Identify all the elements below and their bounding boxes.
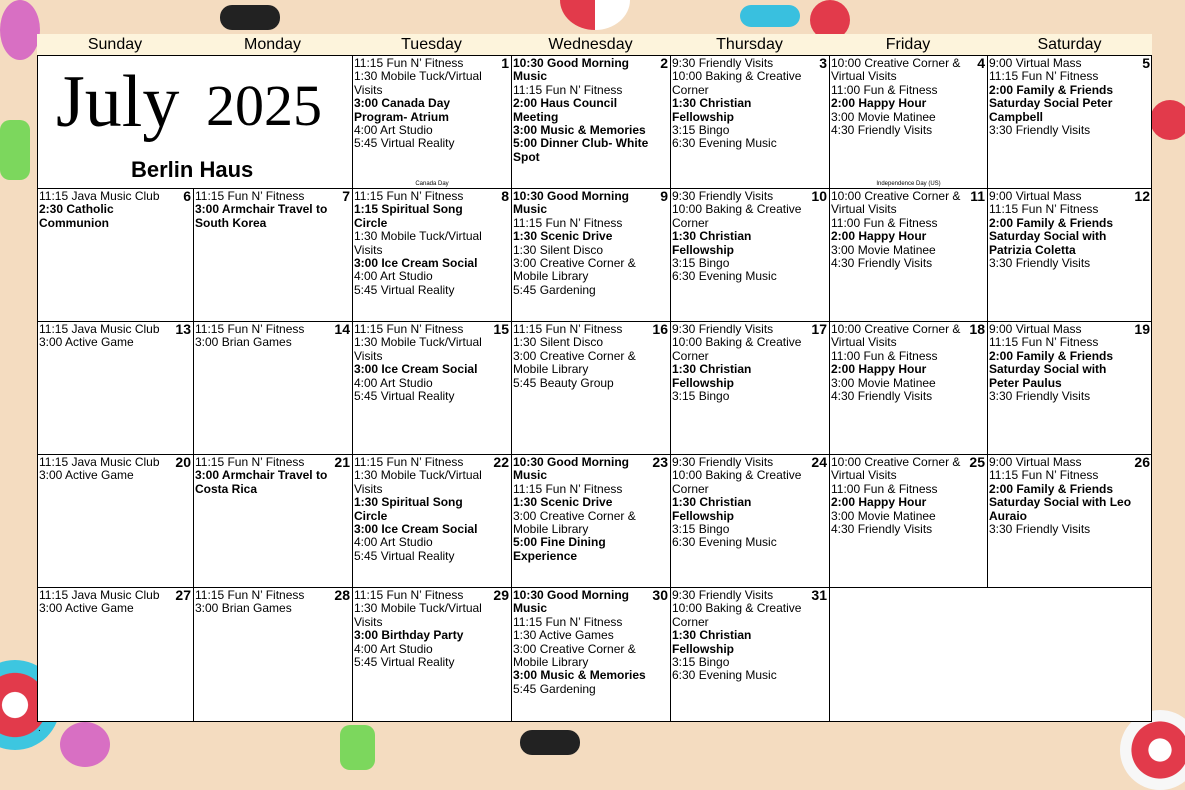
event-item: 3:00 Ice Cream Social xyxy=(354,256,478,271)
day-number: 24 xyxy=(811,454,827,470)
event-item: 1:30 Christian Fellowship xyxy=(672,362,752,390)
event-item: 3:00 Canada Day Program- Atrium xyxy=(354,96,451,124)
event-item: 10:00 Baking & Creative Corner xyxy=(672,468,802,496)
event-item: 11:15 Java Music Club xyxy=(39,588,160,602)
event-item: 3:30 Friendly Visits xyxy=(989,522,1091,537)
event-item: 1:30 Christian Fellowship xyxy=(672,96,752,124)
day-number: 12 xyxy=(1134,188,1150,204)
day-number: 11 xyxy=(970,188,985,204)
event-item: 3:00 Active Game xyxy=(39,601,134,616)
event-item: 3:00 Birthday Party xyxy=(354,628,464,643)
event-item: 3:00 Creative Corner & Mobile Library xyxy=(513,508,636,537)
decor-flipflop xyxy=(0,0,40,60)
day-number: 18 xyxy=(969,321,985,337)
event-item: 3:00 Armchair Travel to Costa Rica xyxy=(195,468,328,496)
footer-mark: . xyxy=(38,723,41,734)
event-item: 5:00 Dinner Club- White Spot xyxy=(513,136,649,164)
event-item: 6:30 Evening Music xyxy=(672,136,777,151)
event-item: 3:00 Movie Matinee xyxy=(831,242,936,257)
event-item: 11:15 Fun N’ Fitness xyxy=(989,335,1099,350)
event-item: 11:15 Fun N’ Fitness xyxy=(354,588,464,602)
event-item: 3:30 Friendly Visits xyxy=(989,256,1091,271)
event-item: 10:30 Good Morning Music xyxy=(513,455,630,483)
day-number: 27 xyxy=(175,587,191,603)
event-item: 5:45 Gardening xyxy=(513,282,596,297)
event-item: 11:15 Fun N’ Fitness xyxy=(195,588,305,602)
day-cell xyxy=(511,454,670,587)
day-number: 28 xyxy=(334,587,350,603)
event-item: 1:30 Active Games xyxy=(513,628,614,643)
event-item: 3:15 Bingo xyxy=(672,655,730,670)
event-item: 10:00 Baking & Creative Corner xyxy=(672,601,802,629)
event-item: 3:00 Armchair Travel to South Korea xyxy=(195,202,328,230)
day-number: 10 xyxy=(811,188,827,204)
event-item: 4:00 Art Studio xyxy=(354,375,433,390)
day-number: 25 xyxy=(969,454,985,470)
event-item: 10:00 Creative Corner & Virtual Visits xyxy=(831,455,961,483)
day-cell xyxy=(829,454,987,587)
day-number: 20 xyxy=(175,454,191,470)
event-item: 5:45 Beauty Group xyxy=(513,375,614,390)
event-item: 2:00 Haus Council Meeting xyxy=(513,96,618,124)
event-item: 4:00 Art Studio xyxy=(354,641,433,656)
event-item: 3:00 Movie Matinee xyxy=(831,508,936,523)
event-item: 9:00 Virtual Mass xyxy=(989,322,1082,336)
event-item: 5:45 Virtual Reality xyxy=(354,655,455,670)
event-item: 10:30 Good Morning Music xyxy=(513,56,630,84)
day-number: 7 xyxy=(342,188,350,204)
event-item: 9:00 Virtual Mass xyxy=(989,189,1082,203)
home-name: Berlin Haus xyxy=(131,157,254,182)
event-item: 11:15 Fun N’ Fitness xyxy=(354,56,464,70)
day-cell xyxy=(829,55,987,188)
event-item: 4:00 Art Studio xyxy=(354,535,433,550)
weekday-header-saturday: Saturday xyxy=(987,34,1152,55)
event-item: 11:15 Fun N’ Fitness xyxy=(195,455,305,469)
event-item: 3:00 Music & Memories xyxy=(513,123,646,138)
day-number: 2 xyxy=(660,55,668,71)
day-number: 31 xyxy=(811,587,827,603)
event-item: 2:00 Happy Hour xyxy=(831,362,927,377)
event-item: 11:00 Fun & Fitness xyxy=(831,82,938,97)
event-item: 3:00 Active Game xyxy=(39,468,134,483)
decor-sunglasses xyxy=(520,730,580,755)
event-item: 9:30 Friendly Visits xyxy=(672,189,774,203)
event-item: 1:30 Christian Fellowship xyxy=(672,229,752,257)
day-cell xyxy=(670,55,829,188)
day-cell xyxy=(37,587,193,722)
day-number: 17 xyxy=(811,321,827,337)
day-cell xyxy=(352,321,511,454)
event-item: 1:30 Spiritual Song Circle xyxy=(354,495,463,523)
event-item: 9:00 Virtual Mass xyxy=(989,56,1082,70)
event-item: 11:15 Fun N’ Fitness xyxy=(513,481,623,496)
event-item: 11:00 Fun & Fitness xyxy=(831,215,938,230)
event-item: 3:15 Bingo xyxy=(672,123,730,138)
day-cell xyxy=(193,587,352,722)
decor-popsicle xyxy=(0,120,30,180)
event-item: 3:00 Brian Games xyxy=(195,601,292,616)
calendar-title-block xyxy=(37,55,352,188)
event-item: 3:00 Movie Matinee xyxy=(831,375,936,390)
event-item: 10:00 Creative Corner & Virtual Visits xyxy=(831,56,961,84)
event-item: 11:15 Fun N’ Fitness xyxy=(513,614,623,629)
event-item: 3:00 Creative Corner & Mobile Library xyxy=(513,256,636,284)
event-item: 11:15 Fun N’ Fitness xyxy=(354,322,464,336)
event-item: 1:30 Scenic Drive xyxy=(513,229,613,244)
day-cell xyxy=(987,188,1152,321)
day-number: 13 xyxy=(175,321,191,337)
event-item: 2:00 Happy Hour xyxy=(831,229,927,244)
decor-popsicle xyxy=(340,725,375,770)
day-cell xyxy=(987,55,1152,188)
weekday-header-monday: Monday xyxy=(193,34,352,55)
day-number: 29 xyxy=(493,587,509,603)
day-number: 23 xyxy=(652,454,668,470)
day-cell xyxy=(829,188,987,321)
event-item: 3:00 Movie Matinee xyxy=(831,109,936,124)
event-item: 3:15 Bingo xyxy=(672,522,730,537)
event-item: 1:30 Mobile Tuck/Virtual Visits xyxy=(354,468,482,496)
event-item: 1:30 Mobile Tuck/Virtual Visits xyxy=(354,601,482,629)
weekday-header-wednesday: Wednesday xyxy=(511,34,670,55)
day-cell xyxy=(193,321,352,454)
day-number: 6 xyxy=(183,188,191,204)
day-cell xyxy=(829,321,987,454)
event-item: 2:00 Happy Hour xyxy=(831,495,927,510)
event-item: 11:15 Fun N’ Fitness xyxy=(989,202,1099,217)
day-number: 21 xyxy=(334,454,350,470)
holiday-note: Independence Day (US) xyxy=(876,181,941,187)
day-number: 16 xyxy=(652,321,668,337)
day-number: 19 xyxy=(1134,321,1150,337)
day-number: 8 xyxy=(501,188,509,204)
event-item: 2:00 Family & Friends Saturday Social with Patrizia Coletta xyxy=(989,215,1114,257)
event-item: 11:15 Fun N’ Fitness xyxy=(513,82,623,97)
event-item: 2:30 Catholic Communion xyxy=(39,202,114,230)
event-item: 6:30 Evening Music xyxy=(672,535,777,550)
event-item: 2:00 Family & Friends Saturday Social with Peter Paulus xyxy=(989,348,1114,390)
day-cell xyxy=(987,454,1152,587)
event-item: 9:30 Friendly Visits xyxy=(672,322,774,336)
event-item: 10:30 Good Morning Music xyxy=(513,189,630,217)
holiday-note: Canada Day xyxy=(415,181,449,187)
event-item: 11:00 Fun & Fitness xyxy=(831,348,938,363)
day-number: 15 xyxy=(493,321,509,337)
event-item: 3:00 Creative Corner & Mobile Library xyxy=(513,348,636,377)
event-item: 1:15 Spiritual Song Circle xyxy=(354,202,463,230)
day-number: 22 xyxy=(493,454,509,470)
event-item: 1:30 Silent Disco xyxy=(513,242,604,257)
event-item: 6:30 Evening Music xyxy=(672,269,777,284)
event-item: 5:45 Virtual Reality xyxy=(354,548,455,563)
day-number: 4 xyxy=(977,55,985,71)
decor-sunglasses xyxy=(740,5,800,27)
event-item: 11:15 Fun N’ Fitness xyxy=(989,468,1099,483)
event-item: 1:30 Scenic Drive xyxy=(513,495,613,510)
day-number: 14 xyxy=(334,321,350,337)
event-item: 5:45 Virtual Reality xyxy=(354,282,455,297)
event-item: 11:15 Fun N’ Fitness xyxy=(195,322,305,336)
event-item: 11:15 Fun N’ Fitness xyxy=(513,322,623,336)
event-item: 2:00 Family & Friends Saturday Social with Leo Auraio xyxy=(989,481,1132,523)
event-item: 10:00 Baking & Creative Corner xyxy=(672,69,802,97)
day-cell xyxy=(511,321,670,454)
event-item: 3:00 Music & Memories xyxy=(513,668,646,683)
event-item: 11:15 Fun N’ Fitness xyxy=(354,455,464,469)
weekday-header-sunday: Sunday xyxy=(37,34,193,55)
day-cell xyxy=(352,55,511,188)
event-item: 4:30 Friendly Visits xyxy=(831,123,933,138)
weekday-header-thursday: Thursday xyxy=(670,34,829,55)
event-item: 3:00 Brian Games xyxy=(195,335,292,350)
event-item: 3:00 Ice Cream Social xyxy=(354,362,478,377)
day-number: 5 xyxy=(1142,55,1150,71)
day-cell xyxy=(670,188,829,321)
decor-sunglasses xyxy=(1150,100,1185,140)
event-item: 11:15 Fun N’ Fitness xyxy=(513,215,623,230)
day-number: 1 xyxy=(501,55,509,71)
event-item: 11:15 Java Music Club xyxy=(39,455,160,469)
event-item: 3:00 Ice Cream Social xyxy=(354,522,478,537)
event-item: 11:15 Fun N’ Fitness xyxy=(354,189,464,203)
event-item: 3:15 Bingo xyxy=(672,256,730,271)
day-cell xyxy=(352,587,511,722)
event-item: 2:00 Family & Friends Saturday Social Peter Campbell xyxy=(989,82,1114,124)
event-item: 4:00 Art Studio xyxy=(354,269,433,284)
day-cell xyxy=(511,55,670,188)
event-item: 11:15 Fun N’ Fitness xyxy=(195,189,305,203)
event-item: 3:30 Friendly Visits xyxy=(989,389,1091,404)
decor-beach-ball xyxy=(1120,710,1185,790)
day-cell xyxy=(511,188,670,321)
event-item: 10:00 Baking & Creative Corner xyxy=(672,202,802,230)
event-item: 1:30 Silent Disco xyxy=(513,335,604,350)
event-item: 3:00 Creative Corner & Mobile Library xyxy=(513,641,636,670)
day-cell xyxy=(37,454,193,587)
event-item: 11:15 Java Music Club xyxy=(39,322,160,336)
event-item: 11:15 Fun N’ Fitness xyxy=(989,69,1099,84)
event-item: 5:45 Virtual Reality xyxy=(354,389,455,404)
event-item: 3:15 Bingo xyxy=(672,389,730,404)
event-item: 10:00 Creative Corner & Virtual Visits xyxy=(831,189,961,217)
event-item: 4:30 Friendly Visits xyxy=(831,389,933,404)
day-cell xyxy=(670,454,829,587)
day-number: 26 xyxy=(1134,454,1150,470)
day-number: 9 xyxy=(660,188,668,204)
event-item: 9:30 Friendly Visits xyxy=(672,56,774,70)
event-item: 1:30 Mobile Tuck/Virtual Visits xyxy=(354,229,482,257)
event-item: 2:00 Happy Hour xyxy=(831,96,927,111)
day-cell xyxy=(193,454,352,587)
event-item: 4:30 Friendly Visits xyxy=(831,522,933,537)
decor-beach-ball xyxy=(560,0,630,30)
event-item: 5:45 Virtual Reality xyxy=(354,136,455,151)
event-item: 9:30 Friendly Visits xyxy=(672,455,774,469)
event-item: 5:00 Fine Dining Experience xyxy=(513,535,606,563)
event-item: 1:30 Mobile Tuck/Virtual Visits xyxy=(354,69,482,97)
event-item: 3:00 Active Game xyxy=(39,335,134,350)
event-item: 3:30 Friendly Visits xyxy=(989,123,1091,138)
event-item: 10:00 Baking & Creative Corner xyxy=(672,335,802,363)
event-item: 6:30 Evening Music xyxy=(672,668,777,683)
event-item: 1:30 Christian Fellowship xyxy=(672,495,752,523)
decor-sunglasses xyxy=(220,5,280,30)
event-item: 4:30 Friendly Visits xyxy=(831,256,933,271)
event-item: 9:00 Virtual Mass xyxy=(989,455,1082,469)
day-cell xyxy=(511,587,670,722)
day-cell xyxy=(352,454,511,587)
day-cell xyxy=(193,188,352,321)
event-item: 10:00 Creative Corner & Virtual Visits xyxy=(831,322,961,350)
weekday-header-tuesday: Tuesday xyxy=(352,34,511,55)
year-title: 2025 xyxy=(206,73,322,138)
day-number: 3 xyxy=(819,55,827,71)
event-item: 9:30 Friendly Visits xyxy=(672,588,774,602)
day-number: 30 xyxy=(652,587,668,603)
month-title: July xyxy=(56,61,180,143)
weekday-header-friday: Friday xyxy=(829,34,987,55)
event-item: 10:30 Good Morning Music xyxy=(513,588,630,616)
day-cell xyxy=(987,321,1152,454)
event-item: 5:45 Gardening xyxy=(513,681,596,696)
event-item: 1:30 Christian Fellowship xyxy=(672,628,752,656)
event-item: 1:30 Mobile Tuck/Virtual Visits xyxy=(354,335,482,363)
day-cell xyxy=(670,321,829,454)
day-cell xyxy=(670,587,829,722)
day-cell xyxy=(37,188,193,321)
empty-cell xyxy=(829,587,1152,722)
decor-flipflop xyxy=(60,722,110,767)
day-cell xyxy=(352,188,511,321)
event-item: 4:00 Art Studio xyxy=(354,123,433,138)
day-cell xyxy=(37,321,193,454)
event-item: 11:15 Java Music Club xyxy=(39,189,160,203)
event-item: 11:00 Fun & Fitness xyxy=(831,481,938,496)
